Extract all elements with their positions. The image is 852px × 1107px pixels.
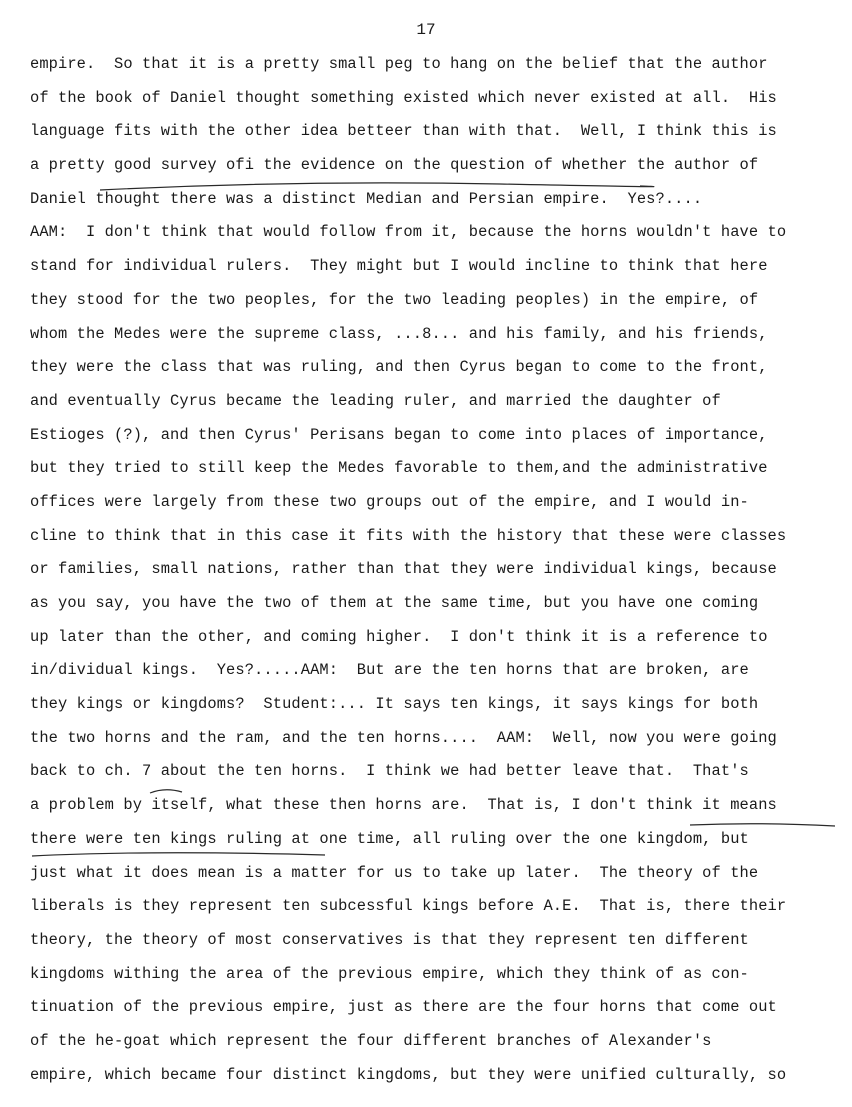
text-line: offices were largely from these two groups out of the empire, and I would in- (30, 492, 749, 511)
text-line: just what it does mean is a matter for us to take up later. The theory of the (30, 863, 759, 882)
text-line: a pretty good survey ofi the evidence on the question of whether the author of (30, 156, 759, 175)
text-line: empire. So that it is a pretty small peg to hang on the belief that the author (30, 55, 768, 73)
text-line: they kings or kingdoms? Student:... It says ten kings, it says kings for both (30, 695, 759, 714)
text-line: they were the class that was ruling, and then Cyrus began to come to the front, (30, 358, 768, 377)
text-line: language fits with the other idea betteer than with that. Well, I think this is (30, 122, 777, 141)
text-line: Daniel thought there was a distinct Median and Persian empire. Yes?.... (30, 189, 703, 208)
text-line: in/dividual kings. Yes?.....AAM: But are the ten horns that are broken, are (30, 661, 749, 680)
text-line: liberals is they represent ten subcessful kings before A.E. That is, there their (30, 897, 787, 916)
text-line: cline to think that in this case it fits with the history that these were classes (30, 526, 787, 545)
text-line: empire, which became four distinct kingdoms, but they were unified culturally, so (30, 1065, 787, 1084)
text-line: of the book of Daniel thought something existed which never existed at all. His (30, 88, 777, 107)
text-line: whom the Medes were the supreme class, ...8... and his family, and his friends, (30, 324, 768, 343)
text-line: Estioges (?), and then Cyrus' Perisans began to come into places of importance, (30, 425, 768, 444)
text-line: tinuation of the previous empire, just as there are the four horns that come out (30, 998, 777, 1017)
transcript-body (30, 52, 852, 1096)
text-line: a problem by itself, what these then horns are. That is, I don't think it means (30, 796, 777, 815)
text-line: but they tried to still keep the Medes favorable to them,and the administrative (30, 459, 768, 478)
text-line: and eventually Cyrus became the leading ruler, and married the daughter of (30, 391, 721, 410)
text-line: stand for individual rulers. They might but I would incline to think that here (30, 257, 768, 276)
text-line: as you say, you have the two of them at the same time, but you have one coming (30, 594, 759, 612)
text-line: they stood for the two peoples, for the two leading peoples) in the empire, of (30, 290, 759, 309)
text-line: there were ten kings ruling at one time, all ruling over the one kingdom, but (30, 829, 749, 848)
text-line: theory, the theory of most conservatives is that they represent ten different (30, 930, 749, 949)
text-line: the two horns and the ram, and the ten horns.... AAM: Well, now you were going (30, 728, 777, 747)
text-line: back to ch. 7 about the ten horns. I think we had better leave that. That's (30, 762, 749, 781)
text-line: or families, small nations, rather than that they were individual kings, because (30, 560, 777, 579)
page-number: 17 (416, 21, 436, 39)
text-line: up later than the other, and coming higher. I don't think it is a reference to (30, 627, 768, 646)
text-line: AAM: I don't think that would follow from it, because the horns wouldn't have to (30, 223, 787, 242)
text-line: of the he-goat which represent the four different branches of Alexander's (30, 1031, 712, 1050)
text-line: kingdoms withing the area of the previous empire, which they think of as con- (30, 964, 749, 983)
